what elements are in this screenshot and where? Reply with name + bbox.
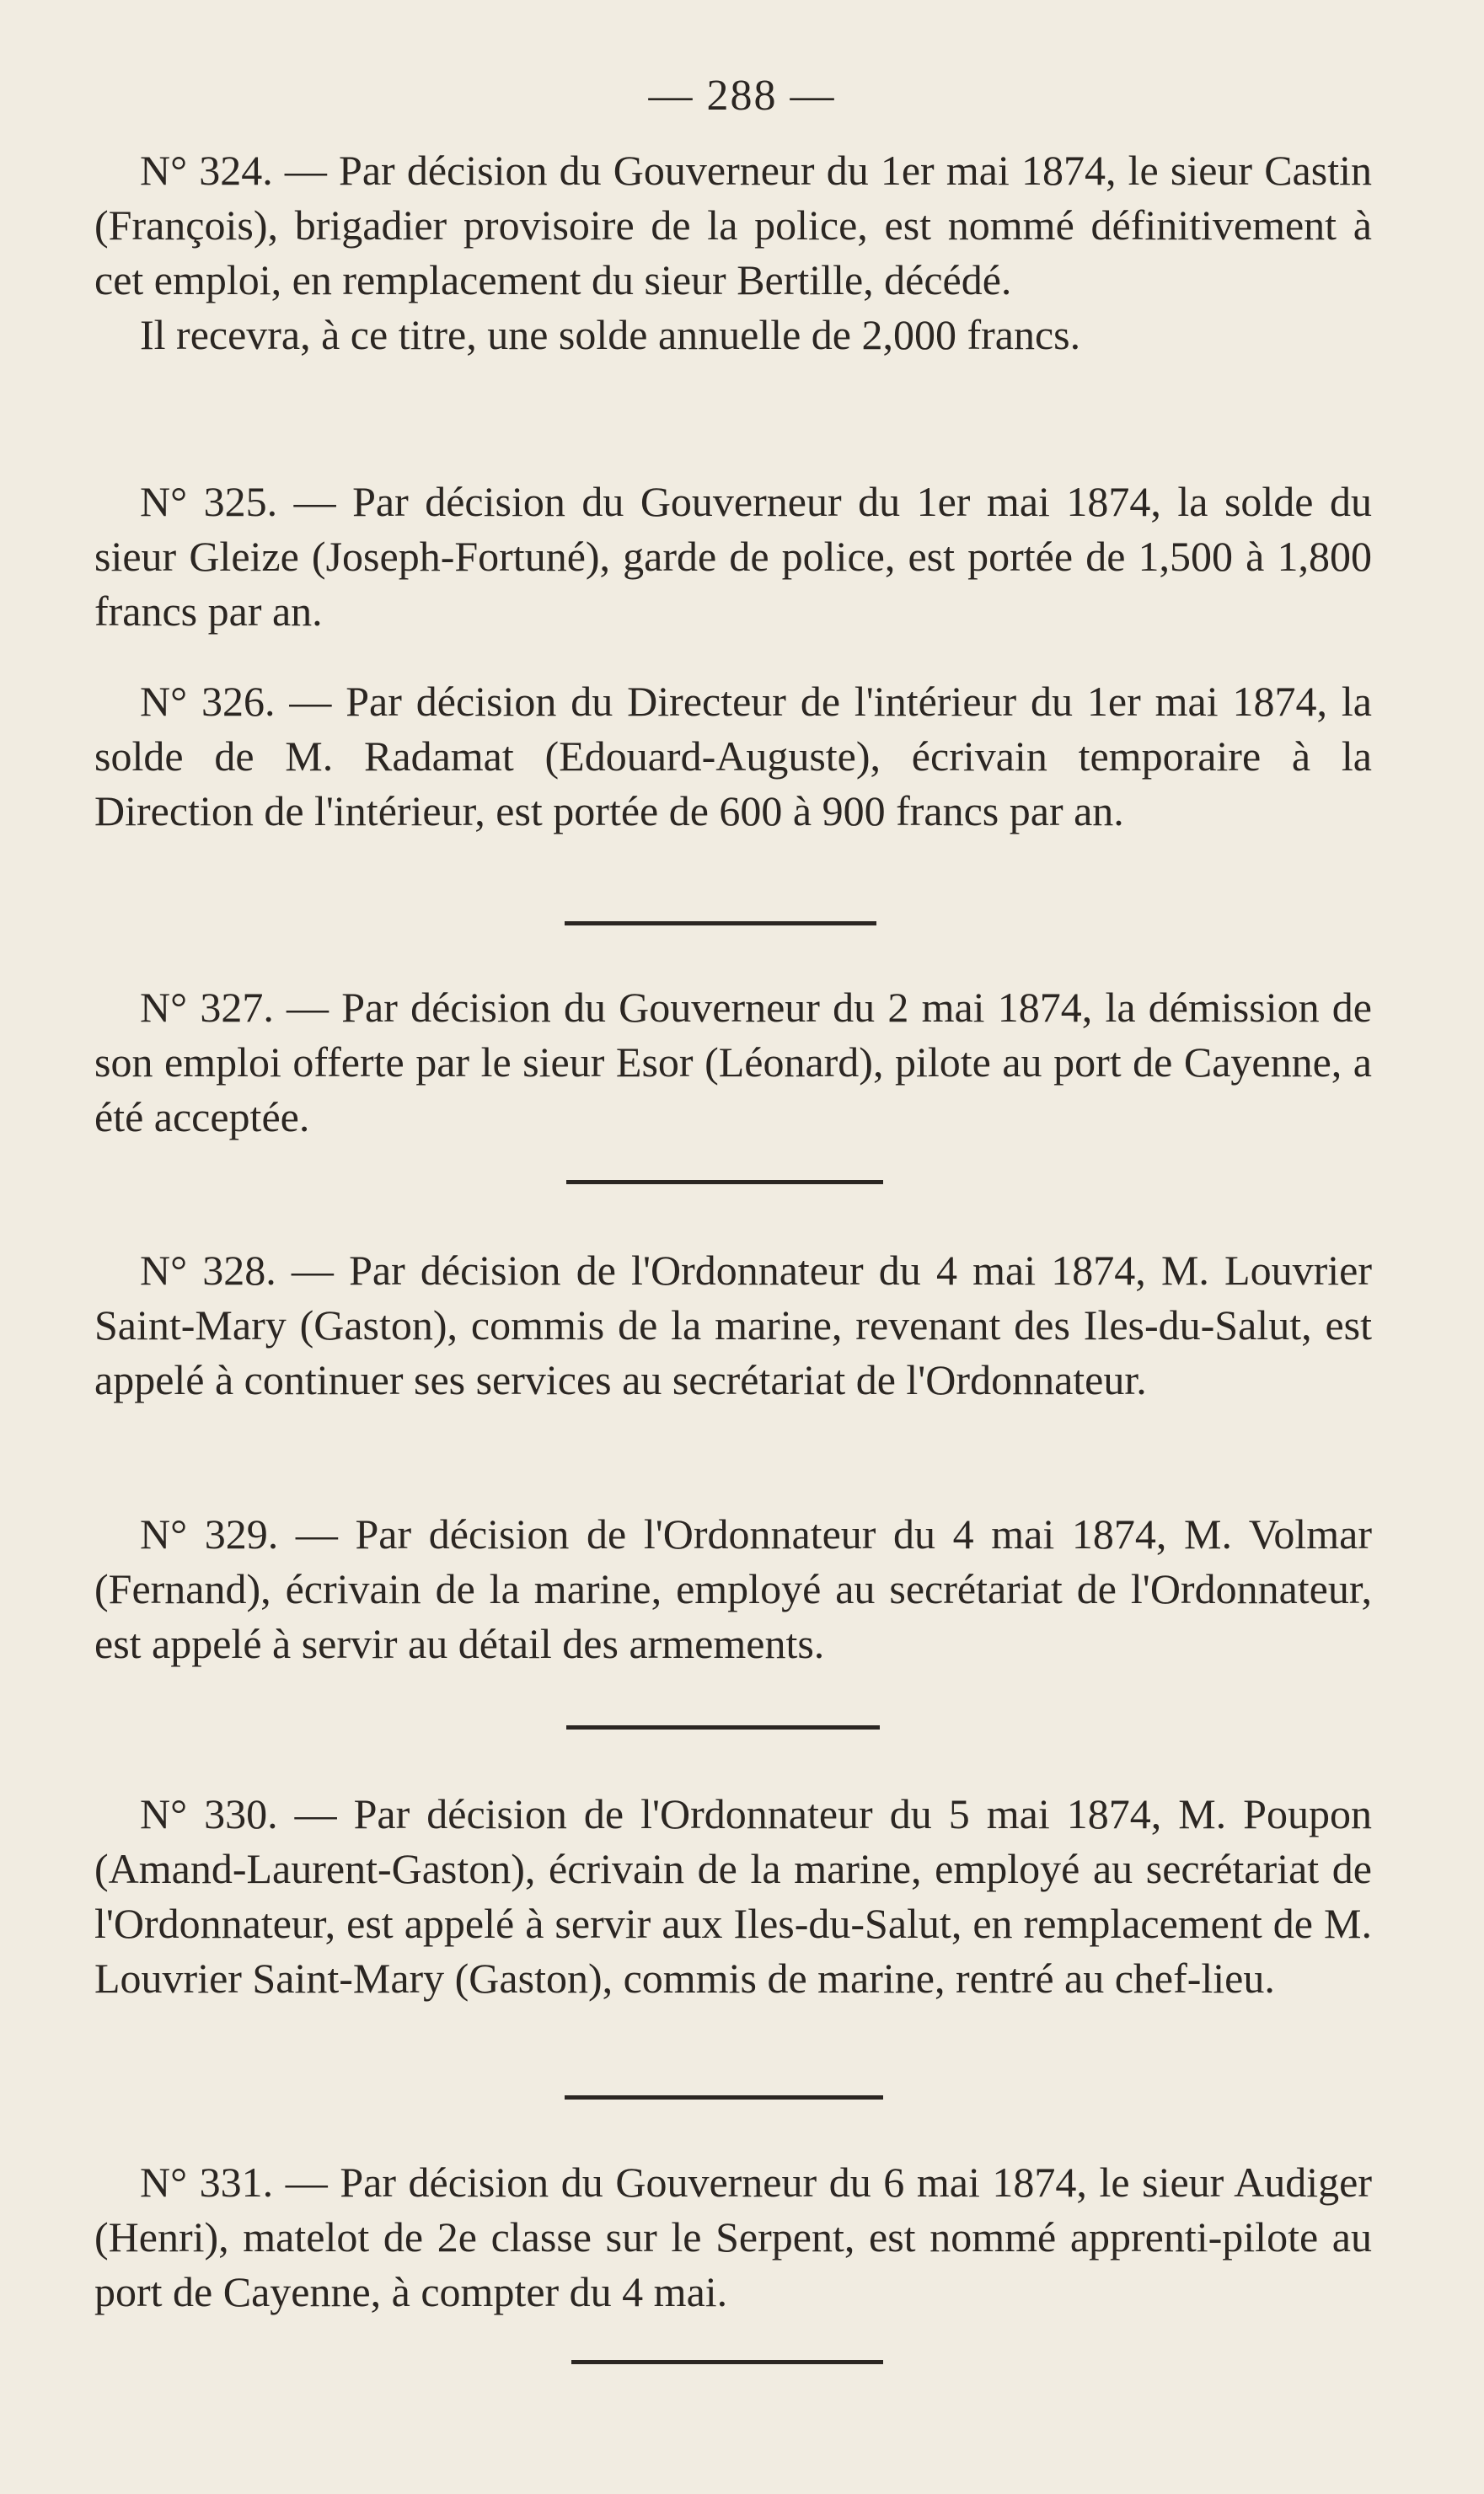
entry-327-paragraph-1: N° 327. — Par décision du Gouverneur du 2 mai 1874, la démission de son emploi offerte par le sieur Esor (Léonard), pilote au port de Cayenne, a été acceptée. [94,984,1372,1140]
entry-326 [94,674,1372,839]
section-divider [566,1725,880,1730]
entry-330-paragraph-1: N° 330. — Par décision de l'Ordonnateur du 5 mai 1874, M. Poupon (Amand-Laurent-Gaston), écrivain de la marine, employé au secrétariat de l'Ordonnateur, est appelé à servir aux Iles-du-Salut, en remplacement de M. Louvrier Saint-Mary (Gaston), commis de marine, rentré au chef-lieu. [94,1790,1372,2002]
page-number: — 288 — [648,72,836,120]
entry-329-paragraph-1: N° 329. — Par décision de l'Ordonnateur du 4 mai 1874, M. Volmar (Fernand), écrivain de la marine, employé au secrétariat de l'Ordonnateur, est appelé à servir au détail des armements. [94,1510,1372,1667]
entry-331 [94,2155,1372,2320]
entry-328 [94,1243,1372,1408]
entry-324 [94,143,1372,362]
entry-330 [94,1787,1372,2006]
section-divider [565,2095,883,2100]
entry-324-paragraph-2: Il recevra, à ce titre, une solde annuelle de 2,000 francs. [140,311,1081,358]
entry-324-paragraph-1: N° 324. — Par décision du Gouverneur du 1er mai 1874, le sieur Castin (François), brigadier provisoire de la police, est nommé définitivement à cet emploi, en remplacement du sieur Bertille, décédé. [94,147,1372,303]
entry-327 [94,980,1372,1145]
section-divider [565,921,876,925]
section-divider [566,1180,883,1184]
entry-329 [94,1507,1372,1671]
section-divider [571,2360,883,2364]
entry-325-paragraph-1: N° 325. — Par décision du Gouverneur du 1er mai 1874, la solde du sieur Gleize (Joseph-Fortuné), garde de police, est portée de 1,500 à 1,800 francs par an. [94,478,1372,635]
entry-325 [94,475,1372,639]
entry-331-paragraph-1: N° 331. — Par décision du Gouverneur du 6 mai 1874, le sieur Audiger (Henri), matelot de 2e classe sur le Serpent, est nommé apprenti-pilote au port de Cayenne, à compter du 4 mai. [94,2159,1372,2315]
entry-326-paragraph-1: N° 326. — Par décision du Directeur de l'intérieur du 1er mai 1874, la solde de M. Radamat (Edouard-Auguste), écrivain temporaire à la Direction de l'intérieur, est portée de 600 à 900 francs par an. [94,678,1372,834]
entry-328-paragraph-1: N° 328. — Par décision de l'Ordonnateur du 4 mai 1874, M. Louvrier Saint-Mary (Gaston), commis de la marine, revenant des Iles-du-Salut, est appelé à continuer ses services au secrétariat de l'Ordonnateur. [94,1247,1372,1403]
